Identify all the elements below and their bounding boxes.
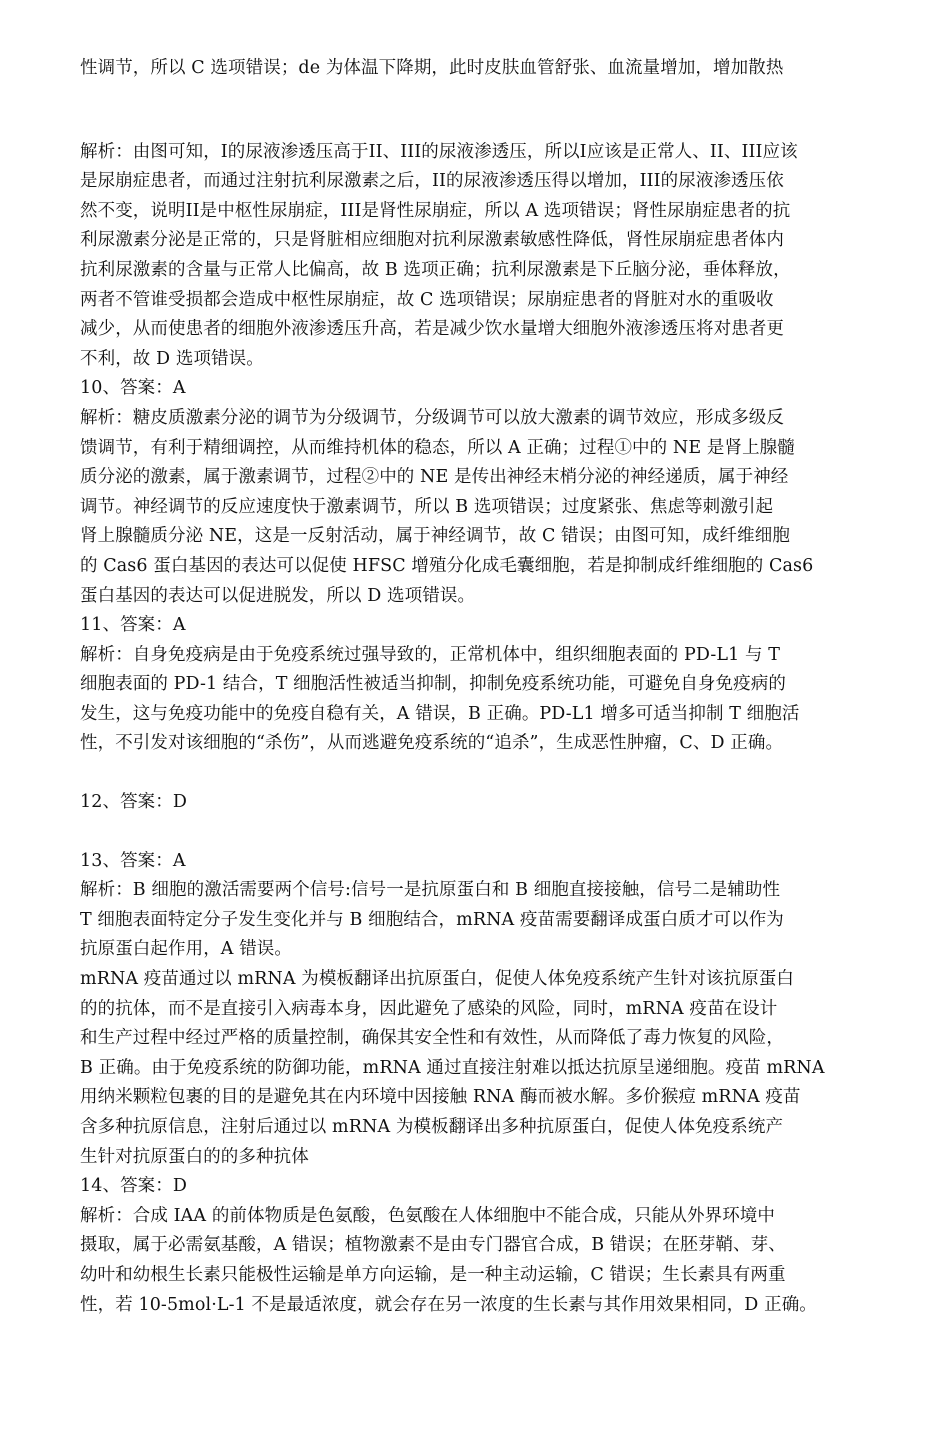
q10-line-2: 馈调节，有利于精细调控，从而维持机体的稳态，所以 A 正确；过程①中的 NE 是肾上腺髓	[80, 437, 795, 458]
q13-line-2: T 细胞表面特定分子发生变化并与 B 细胞结合，mRNA 疫苗需要翻译成蛋白质才可以作为	[80, 909, 784, 930]
q10-line-4: 调节。神经调节的反应速度快于激素调节，所以 B 选项错误；过度紧张、焦虑等刺激引起	[80, 496, 774, 517]
q9-line-2: 是尿崩症患者，而通过注射抗利尿激素之后，II的尿液渗透压得以增加，III的尿液渗透压依	[80, 171, 784, 192]
q10-line-1: 解析：糖皮质激素分泌的调节为分级调节，分级调节可以放大激素的调节效应，形成多级反	[80, 407, 784, 428]
question-14	[80, 1172, 880, 1320]
q13-answer: 13、答案：A	[80, 850, 186, 871]
q13-line-10: 生针对抗原蛋白的的多种抗体	[80, 1146, 309, 1167]
q10-line-5: 肾上腺髓质分泌 NE，这是一反射活动，属于神经调节，故 C 错误；由图可知，成纤维细胞	[80, 526, 790, 547]
q10-answer: 10、答案：A	[80, 378, 186, 399]
q13-line-6: 和生产过程中经过严格的质量控制，确保其安全性和有效性，从而降低了毒力恢复的风险，	[80, 1028, 784, 1049]
q9-line-3: 然不变，说明II是中枢性尿崩症，III是肾性尿崩症，所以 A 选项错误；肾性尿崩症患者的抗	[80, 200, 791, 221]
q13-line-3: 抗原蛋白起作用，A 错误。	[80, 939, 292, 960]
q11-answer: 11、答案：A	[80, 615, 186, 636]
q13-line-8: 用纳米颗粒包裹的目的是避免其在内环境中因接触 RNA 酶而被水解。多价猴痘 mRNA 疫苗	[80, 1087, 801, 1108]
q14-answer: 14、答案：D	[80, 1176, 187, 1197]
q9-line-8: 不利，故 D 选项错误。	[80, 348, 264, 369]
document-page	[80, 54, 880, 1320]
q11-line-2: 细胞表面的 PD-1 结合，T 细胞活性被适当抑制，抑制免疫系统功能，可避免自身免疫病的	[80, 674, 786, 695]
q13-line-7: B 正确。由于免疫系统的防御功能，mRNA 通过直接注射难以抵达抗原呈递细胞。疫苗 mRNA	[80, 1057, 825, 1078]
question-9-explanation	[80, 138, 880, 375]
q10-line-7: 蛋白基因的表达可以促进脱发，所以 D 选项错误。	[80, 585, 476, 606]
q14-line-3: 幼叶和幼根生长素只能极性运输是单方向运输，是一种主动运输，C 错误；生长素具有两重	[80, 1264, 786, 1285]
q13-line-5: 的的抗体，而不是直接引入病毒本身，因此避免了感染的风险，同时，mRNA 疫苗在设计	[80, 998, 778, 1019]
q11-line-1: 解析：自身免疫病是由于免疫系统过强导致的，正常机体中，组织细胞表面的 PD-L1 与 T	[80, 644, 781, 665]
question-10	[80, 374, 880, 611]
q14-line-2: 摄取，属于必需氨基酸，A 错误；植物激素不是由专门器官合成，B 错误；在胚芽鞘、芽、	[80, 1235, 786, 1256]
q13-line-9: 含多种抗原信息，注射后通过以 mRNA 为模板翻译出多种抗原蛋白，促使人体免疫系统产	[80, 1117, 784, 1137]
q9-line-4: 利尿激素分泌是正常的，只是肾脏相应细胞对抗利尿激素敏感性降低，肾性尿崩症患者体内	[80, 230, 784, 251]
q9-line-5: 抗利尿激素的含量与正常人比偏高，故 B 选项正确；抗利尿激素是下丘脑分泌，垂体释放，	[80, 259, 791, 280]
question-11	[80, 611, 880, 759]
q13-line-1: 解析：B 细胞的激活需要两个信号:信号一是抗原蛋白和 B 细胞直接接触，信号二是辅助性	[80, 880, 781, 901]
question-12	[80, 788, 880, 818]
q12-answer: 12、答案：D	[80, 792, 187, 813]
question-13	[80, 847, 880, 1173]
q13-line-4: mRNA 疫苗通过以 mRNA 为模板翻译出抗原蛋白，促使人体免疫系统产生针对该抗原蛋白	[80, 969, 795, 990]
q14-line-4: 性，若 10-5mol·L-1 不是最适浓度，就会存在另一浓度的生长素与其作用效果相同，D 正确。	[80, 1294, 817, 1315]
q10-line-6: 的 Cas6 蛋白基因的表达可以促使 HFSC 增殖分化成毛囊细胞，若是抑制成纤维细胞的 Cas6	[80, 555, 814, 576]
q14-line-1: 解析：合成 IAA 的前体物质是色氨酸，色氨酸在人体细胞中不能合成，只能从外界环境中	[80, 1205, 776, 1226]
q11-line-4: 性，不引发对该细胞的“杀伤”，从而逃避免疫系统的“追杀”，生成恶性肿瘤，C、D 正确。	[80, 733, 784, 754]
q9-line-6: 两者不管谁受损都会造成中枢性尿崩症，故 C 选项错误；尿崩症患者的肾脏对水的重吸收	[80, 289, 774, 310]
q9-line-1: 解析：由图可知，I的尿液渗透压高于II、III的尿液渗透压，所以I应该是正常人、II、III应该	[80, 141, 798, 162]
top-fragment-line: 性调节，所以 C 选项错误；de 为体温下降期，此时皮肤血管舒张、血流量增加，增加散热	[80, 58, 784, 78]
q9-line-7: 减少，从而使患者的细胞外液渗透压升高，若是减少饮水量增大细胞外液渗透压将对患者更	[80, 319, 784, 340]
q10-line-3: 质分泌的激素，属于激素调节，过程②中的 NE 是传出神经末梢分泌的神经递质，属于神经	[80, 467, 789, 488]
q11-line-3: 发生，这与免疫功能中的免疫自稳有关，A 错误，B 正确。PD-L1 增多可适当抑制 T 细胞活	[80, 703, 800, 724]
